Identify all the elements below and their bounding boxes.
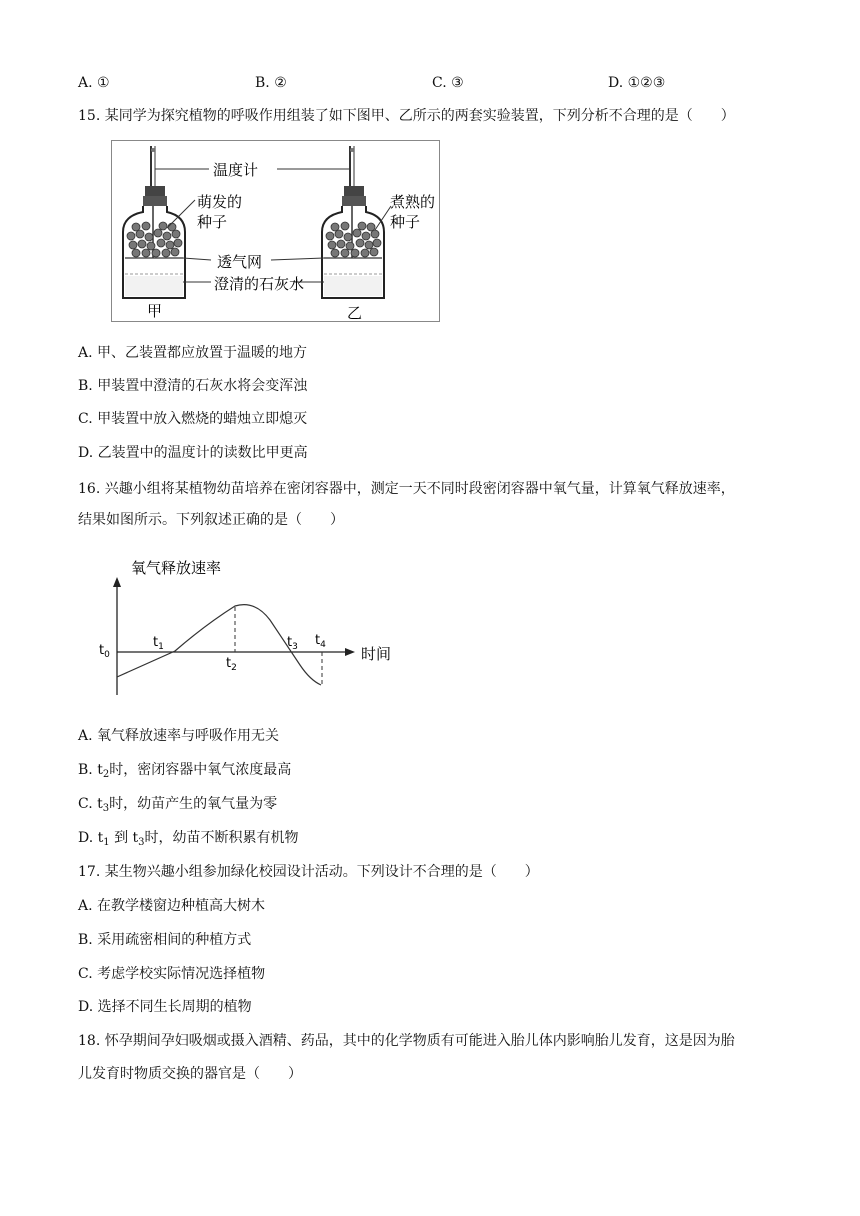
tick-t2: $t_2$	[226, 656, 237, 673]
q17-option-d: D. 选择不同生长周期的植物	[78, 999, 252, 1015]
label-cooked-2: 种子	[390, 213, 421, 231]
label-sprouting-2: 种子	[197, 213, 228, 231]
tick-t3: $t_3$	[287, 635, 298, 652]
q17-option-c: C. 考虑学校实际情况选择植物	[78, 966, 266, 982]
q15-option-b: B. 甲装置中澄清的石灰水将会变浑浊	[78, 378, 308, 394]
q15-apparatus-figure	[111, 140, 441, 323]
q14-option-b: B. ②	[255, 75, 287, 91]
tick-t0: $t_0$	[99, 643, 110, 660]
q14-option-d: D. ①②③	[608, 75, 666, 91]
q15-option-d: D. 乙装置中的温度计的读数比甲更高	[78, 445, 308, 461]
label-jar-a: 甲	[147, 302, 163, 320]
q15-stem: 15. 某同学为探究植物的呼吸作用组装了如下图甲、乙所示的两套实验装置，下列分析不合理的是（ ）	[78, 108, 735, 124]
q18-stem-line1: 18. 怀孕期间孕妇吸烟或摄入酒精、药品，其中的化学物质有可能进入胎儿体内影响胎儿发育，这是因为胎	[78, 1033, 735, 1049]
tick-t1: $t_1$	[153, 635, 164, 652]
y-axis-label: 氧气释放速率	[131, 559, 222, 577]
q14-option-a: A. ①	[78, 75, 110, 91]
label-limewater: 澄清的石灰水	[214, 275, 305, 293]
q15-option-c: C. 甲装置中放入燃烧的蜡烛立即熄灭	[78, 411, 308, 427]
q14-option-c: C. ③	[432, 75, 464, 91]
q16-stem-line1: 16. 兴趣小组将某植物幼苗培养在密闭容器中，测定一天不同时段密闭容器中氧气量，计算氧气释放速率，	[78, 481, 735, 497]
label-sprouting-1: 萌发的	[197, 193, 243, 211]
q16-option-a: A. 氧气释放速率与呼吸作用无关	[78, 728, 280, 744]
q16-option-b: B. $t_2$时，密闭容器中氧气浓度最高	[78, 762, 292, 780]
x-axis-label: 时间	[361, 645, 392, 663]
label-jar-b: 乙	[347, 304, 363, 322]
q15-option-a: A. 甲、乙装置都应放置于温暖的地方	[78, 345, 308, 361]
q18-stem-line2: 儿发育时物质交换的器官是（ ）	[78, 1066, 302, 1082]
x-axis-arrow-icon	[345, 648, 355, 656]
label-cooked-1: 煮熟的	[390, 193, 436, 211]
q17-option-a: A. 在教学楼窗边种植高大树木	[78, 898, 266, 914]
q17-stem: 17. 某生物兴趣小组参加绿化校园设计活动。下列设计不合理的是（ ）	[78, 864, 539, 880]
label-mesh: 透气网	[217, 253, 263, 271]
label-thermometer: 温度计	[213, 161, 259, 179]
q16-option-d: D. $t_1$ 到 $t_3$时，幼苗不断积累有机物	[78, 830, 299, 848]
y-axis-arrow-icon	[113, 577, 121, 587]
q16-option-c: C. $t_3$时，幼苗产生的氧气量为零	[78, 796, 278, 814]
q16-oxygen-graph	[95, 555, 405, 700]
q16-stem-line2: 结果如图所示。下列叙述正确的是（ ）	[78, 512, 344, 528]
tick-t4: $t_4$	[315, 633, 326, 650]
q17-option-b: B. 采用疏密相间的种植方式	[78, 932, 252, 948]
